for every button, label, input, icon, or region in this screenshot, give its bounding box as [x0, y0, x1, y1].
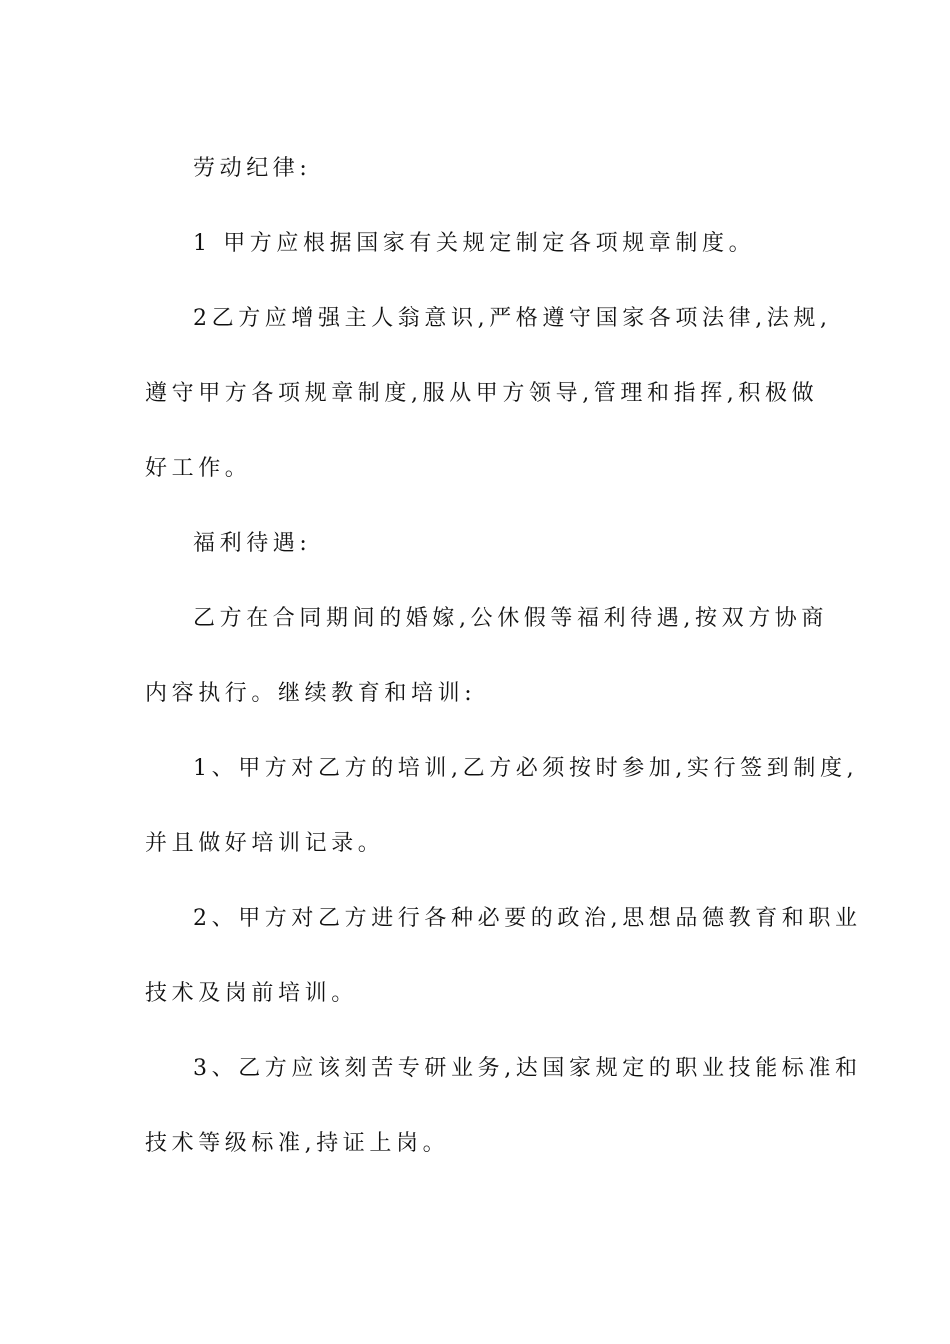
paragraph-line: 内容执行。继续教育和培训: — [145, 681, 477, 706]
paragraph-line: 1、甲方对乙方的培训,乙方必须按时参加,实行签到制度, — [193, 756, 859, 781]
paragraph-line: 技术及岗前培训。 — [145, 981, 358, 1006]
paragraph-line: 1 甲方应根据国家有关规定制定各项规章制度。 — [193, 231, 756, 256]
paragraph-line: 并且做好培训记录。 — [145, 831, 385, 856]
paragraph-line: 2、甲方对乙方进行各种必要的政治,思想品德教育和职业 — [193, 906, 862, 931]
paragraph-line: 好工作。 — [145, 456, 252, 481]
paragraph-line: 3、乙方应该刻苦专研业务,达国家规定的职业技能标准和 — [193, 1056, 862, 1081]
paragraph-line: 2乙方应增强主人翁意识,严格遵守国家各项法律,法规, — [193, 306, 832, 331]
paragraph-line: 遵守甲方各项规章制度,服从甲方领导,管理和指挥,积极做 — [145, 381, 819, 406]
heading-labor-discipline: 劳动纪律: — [193, 156, 312, 181]
heading-welfare: 福利待遇: — [193, 531, 312, 556]
paragraph-line: 乙方在合同期间的婚嫁,公休假等福利待遇,按双方协商 — [193, 606, 828, 631]
paragraph-line: 技术等级标准,持证上岗。 — [145, 1131, 450, 1156]
